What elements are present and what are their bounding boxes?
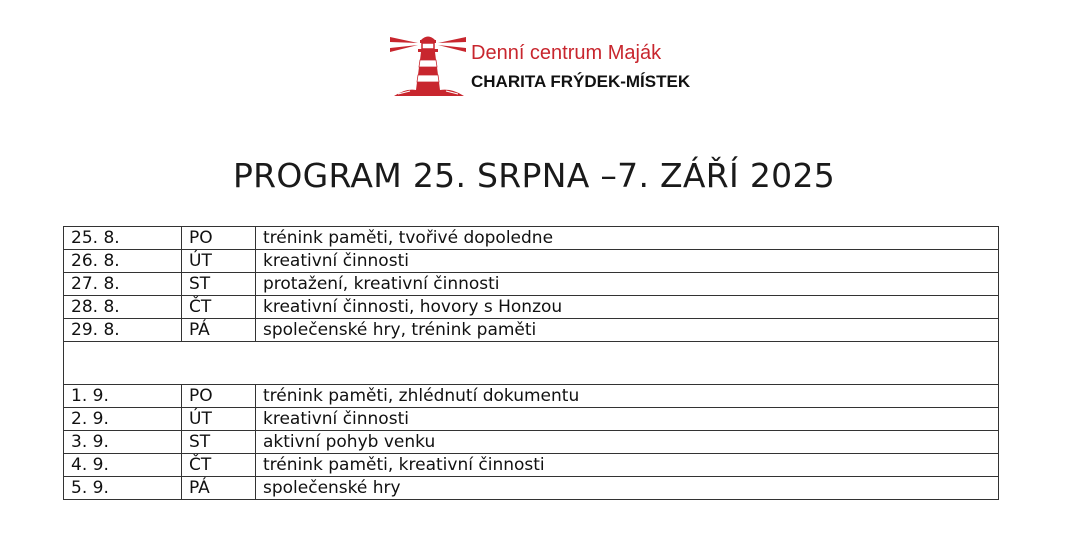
activity-cell: trénink paměti, zhlédnutí dokumentu (256, 385, 999, 408)
date-cell: 27. 8. (64, 273, 182, 296)
activity-cell: trénink paměti, tvořivé dopoledne (256, 227, 999, 250)
date-cell: 2. 9. (64, 408, 182, 431)
table-row (64, 273, 999, 296)
table-row (64, 296, 999, 319)
charity-name: CHARITA FRÝDEK-MÍSTEK (471, 72, 691, 91)
page-title: PROGRAM 25. SRPNA –7. ZÁŘÍ 2025 (232, 156, 836, 196)
day-cell: PÁ (182, 319, 256, 342)
date-cell: 25. 8. (64, 227, 182, 250)
day-cell: ST (182, 273, 256, 296)
table-row (64, 227, 999, 250)
lighthouse-icon (388, 33, 468, 99)
activity-cell: protažení, kreativní činnosti (256, 273, 999, 296)
activity-cell: kreativní činnosti (256, 408, 999, 431)
activity-cell: společenské hry, trénink paměti (256, 319, 999, 342)
table-row (64, 250, 999, 273)
date-cell: 3. 9. (64, 431, 182, 454)
date-cell: 4. 9. (64, 454, 182, 477)
activity-cell: aktivní pohyb venku (256, 431, 999, 454)
activity-cell: společenské hry (256, 477, 999, 500)
day-cell: ČT (182, 296, 256, 319)
organization-name: Denní centrum Maják (471, 42, 662, 64)
week-separator-cell (64, 342, 999, 385)
schedule-table (63, 226, 999, 500)
date-cell: 28. 8. (64, 296, 182, 319)
date-cell: 1. 9. (64, 385, 182, 408)
day-cell: PO (182, 385, 256, 408)
day-cell: PÁ (182, 477, 256, 500)
activity-cell: kreativní činnosti, hovory s Honzou (256, 296, 999, 319)
date-cell: 5. 9. (64, 477, 182, 500)
day-cell: ČT (182, 454, 256, 477)
table-row (64, 454, 999, 477)
day-cell: PO (182, 227, 256, 250)
table-row (64, 408, 999, 431)
day-cell: ST (182, 431, 256, 454)
week-separator-row (64, 342, 999, 385)
table-row (64, 319, 999, 342)
table-row (64, 477, 999, 500)
table-row (64, 431, 999, 454)
logo (388, 33, 708, 99)
date-cell: 29. 8. (64, 319, 182, 342)
activity-cell: trénink paměti, kreativní činnosti (256, 454, 999, 477)
table-row (64, 385, 999, 408)
date-cell: 26. 8. (64, 250, 182, 273)
day-cell: ÚT (182, 408, 256, 431)
day-cell: ÚT (182, 250, 256, 273)
activity-cell: kreativní činnosti (256, 250, 999, 273)
